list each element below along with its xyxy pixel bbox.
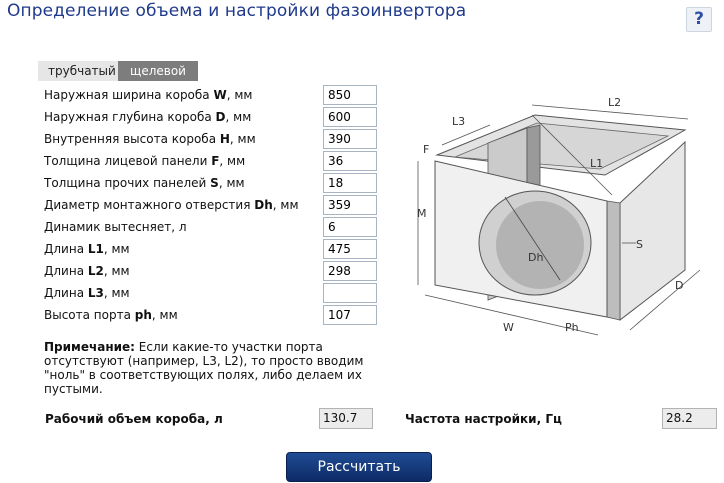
input-length-l1[interactable] [323, 239, 377, 259]
input-depth-d[interactable] [323, 107, 377, 127]
field-label-panels-s [44, 172, 245, 194]
label-s: S [636, 238, 643, 251]
label-key: L1 [87, 242, 104, 256]
label-key: W [213, 88, 227, 102]
label-key: ph [134, 308, 152, 322]
label-d: D [675, 279, 684, 292]
label-key: H [219, 132, 230, 146]
label-key: D [215, 110, 226, 124]
tab-tube[interactable]: трубчатый [38, 61, 118, 81]
calculate-button[interactable]: Рассчитать [286, 452, 432, 482]
label-key: S [210, 176, 219, 190]
label-text: Динамик вытесняет, л [44, 220, 187, 234]
label-unit: , мм [103, 242, 130, 256]
label-text: Толщина лицевой панели [44, 154, 212, 168]
field-label-length-l3 [44, 282, 130, 304]
label-text: Внутренняя высота короба [44, 132, 220, 146]
side-panel-edge [607, 201, 620, 320]
input-width-w[interactable] [323, 85, 377, 105]
label-unit: , мм [151, 308, 178, 322]
input-panels-s[interactable] [323, 173, 377, 193]
label-key: L2 [87, 264, 104, 278]
label-l3: L3 [452, 115, 466, 128]
note-text [44, 340, 389, 396]
label-text: Наружная глубина короба [44, 110, 216, 124]
label-unit: , мм [219, 154, 246, 168]
field-label-width-w [44, 84, 252, 106]
port-type-tabs [38, 61, 198, 81]
input-speaker-displacement[interactable] [323, 217, 377, 237]
input-port-height-ph[interactable] [323, 305, 377, 325]
box-side-panel [620, 142, 685, 320]
note-body: Если какие-то участки порта отсутствуют (например, L3, L2), то просто вводим "ноль" в соответствующих полях, либо делаем их пустыми. [44, 340, 364, 396]
label-unit: , мм [218, 176, 245, 190]
note-prefix: Примечание: [44, 340, 135, 354]
label-text: Наружная ширина короба [44, 88, 214, 102]
label-l2: L2 [608, 96, 622, 109]
label-unit: , мм [225, 110, 252, 124]
speaker-hole-shadow [496, 201, 584, 289]
frequency-label: Частота настройки, Гц [405, 412, 562, 426]
label-m: M [417, 207, 427, 220]
field-label-height-h [44, 128, 256, 150]
label-dh: Dh [528, 251, 544, 264]
box-diagram [400, 85, 720, 345]
label-key: F [211, 154, 220, 168]
input-length-l2[interactable] [323, 261, 377, 281]
input-height-h[interactable] [323, 129, 377, 149]
input-hole-dh[interactable] [323, 195, 377, 215]
label-unit: , мм [226, 88, 253, 102]
label-l1: L1 [590, 157, 604, 170]
field-label-speaker-displacement [44, 216, 187, 238]
field-label-depth-d [44, 106, 251, 128]
input-length-l3[interactable] [323, 283, 377, 303]
label-w: W [503, 321, 514, 334]
tab-slot[interactable]: щелевой [118, 61, 198, 81]
label-key: Dh [254, 198, 273, 212]
label-text: Высота порта [44, 308, 135, 322]
field-label-port-height-ph [44, 304, 178, 326]
label-key: L3 [87, 286, 104, 300]
field-label-front-panel-f [44, 150, 245, 172]
label-text: Диаметр монтажного отверстия [44, 198, 255, 212]
volume-label: Рабочий объем короба, л [45, 412, 223, 426]
frequency-output: 28.2 [662, 408, 717, 429]
input-front-panel-f[interactable] [323, 151, 377, 171]
label-text: Длина [44, 286, 88, 300]
label-unit: , мм [272, 198, 299, 212]
label-unit: , мм [103, 286, 130, 300]
volume-output: 130.7 [319, 408, 373, 429]
help-button[interactable]: ? [686, 7, 712, 32]
label-ph: Ph [565, 321, 579, 334]
field-label-length-l1 [44, 238, 130, 260]
label-text: Длина [44, 264, 88, 278]
page-title: Определение объема и настройки фазоинвертора [7, 1, 467, 21]
label-text: Длина [44, 242, 88, 256]
label-unit: , мм [103, 264, 130, 278]
field-label-length-l2 [44, 260, 130, 282]
label-unit: , мм [229, 132, 256, 146]
label-f: F [423, 143, 430, 156]
field-label-hole-dh [44, 194, 299, 216]
label-text: Толщина прочих панелей [44, 176, 211, 190]
